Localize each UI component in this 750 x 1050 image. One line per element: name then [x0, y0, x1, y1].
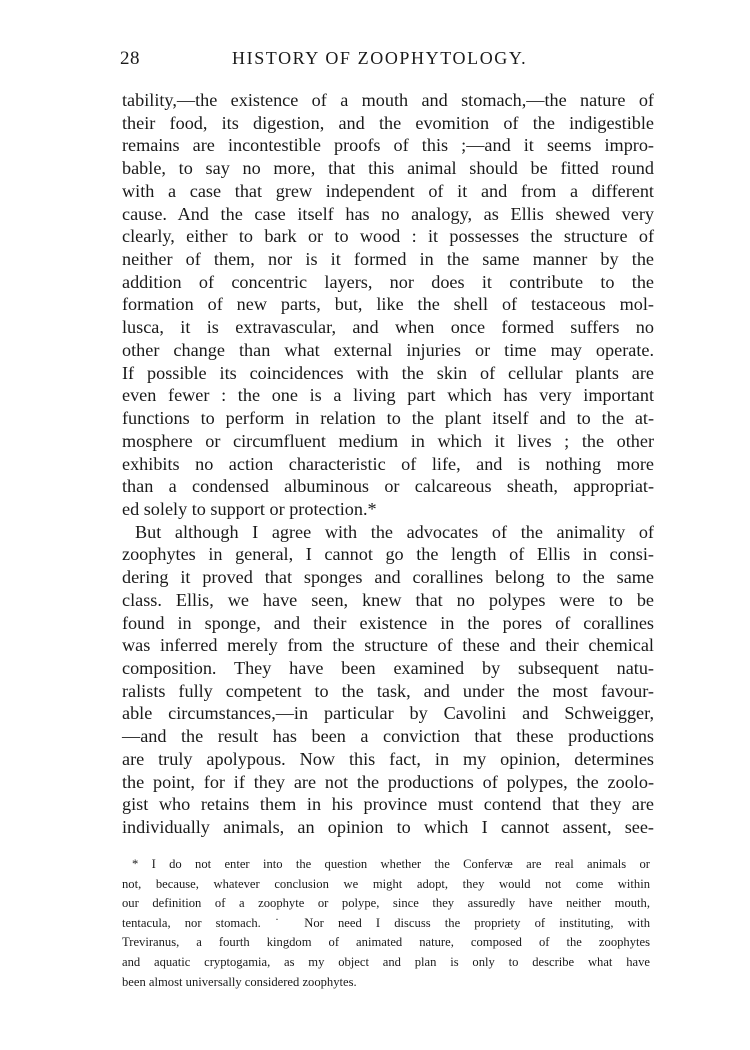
body-line: If possible its coincidences with the skin of cellular plants are [122, 362, 654, 383]
body-line: —and the result has been a conviction that these productions [122, 726, 654, 747]
running-head [120, 48, 662, 76]
body-line: mosphere or circumfluent medium in which it lives ; the other [122, 430, 654, 451]
body-line: functions to perform in relation to the plant itself and to the at- [122, 408, 654, 429]
footnote-line: our definition of a zoophyte or polype, since they assuredly have neither mouth, [122, 896, 650, 911]
body-line: their food, its digestion, and the evomition of the indigestible [122, 112, 654, 133]
page-number: 28 [120, 48, 140, 69]
body-line: addition of concentric layers, nor does it contribute to the [122, 271, 654, 292]
body-line: clearly, either to bark or to wood : it possesses the structure of [122, 226, 654, 247]
body-line: gist who retains them in his province must contend that they are [122, 794, 654, 815]
body-line: able circumstances,—in particular by Cavolini and Schweigger, [122, 703, 654, 724]
body-line: ed solely to support or protection.* [122, 498, 377, 519]
body-line: tability,—the existence of a mouth and stomach,—the nature of [122, 90, 654, 110]
body-line: found in sponge, and their existence in the pores of corallines [122, 612, 654, 633]
body-line: class. Ellis, we have seen, knew that no polypes were to be [122, 589, 654, 610]
body-line: was inferred merely from the structure of these and their chemical [122, 635, 654, 656]
body-line: zoophytes in general, I cannot go the length of Ellis in consi- [122, 544, 654, 565]
footnote-line: and aquatic cryptogamia, as my object and plan is only to describe what have [122, 954, 650, 969]
body-line: other change than what external injuries or time may operate. [122, 339, 654, 360]
body-line: exhibits no action characteristic of life, and is nothing more [122, 453, 654, 474]
footnote-line: * I do not enter into the question whether the Confervæ are real animals or [132, 857, 650, 871]
body-line: But although I agree with the advocates of the animality of [135, 521, 654, 542]
body-line: ralists fully competent to the task, and under the most favour- [122, 680, 654, 701]
body-line: cause. And the case itself has no analogy, as Ellis shewed very [122, 203, 654, 224]
footnote-line: Treviranus, a fourth kingdom of animated nature, composed of the zoophytes [122, 935, 650, 950]
body-line: bable, to say no more, that this animal should be fitted round [122, 158, 654, 179]
footnote [122, 855, 650, 992]
body-line: lusca, it is extravascular, and when once formed suffers no [122, 317, 654, 338]
body-line: remains are incontestible proofs of this ;—and it seems impro- [122, 135, 654, 156]
footnote-line: been almost universally considered zoophytes. [122, 974, 357, 989]
body-line: individually animals, an opinion to which I cannot assent, see- [122, 817, 654, 837]
footnote-line: not, because, whatever conclusion we might adopt, they would not come within [122, 876, 650, 891]
body-line: the point, for if they are not the productions of polypes, the zoolo- [122, 771, 654, 792]
body-text [122, 89, 654, 839]
body-line: even fewer : the one is a living part which has very important [122, 385, 654, 406]
body-line: than a condensed albuminous or calcareous sheath, appropriat- [122, 476, 654, 497]
body-line: neither of them, nor is it formed in the same manner by the [122, 249, 654, 270]
footnote-line: tentacula, nor stomach. ˙ Nor need I discuss the propriety of instituting, with [122, 915, 650, 930]
body-line: composition. They have been examined by subsequent natu- [122, 657, 654, 678]
body-line: are truly apolypous. Now this fact, in my opinion, determines [122, 748, 654, 769]
body-line: with a case that grew independent of it and from a different [122, 180, 654, 201]
body-line: dering it proved that sponges and corallines belong to the same [122, 567, 654, 588]
running-title: HISTORY OF ZOOPHYTOLOGY. [232, 48, 528, 68]
body-line: formation of new parts, but, like the shell of testaceous mol- [122, 294, 654, 315]
